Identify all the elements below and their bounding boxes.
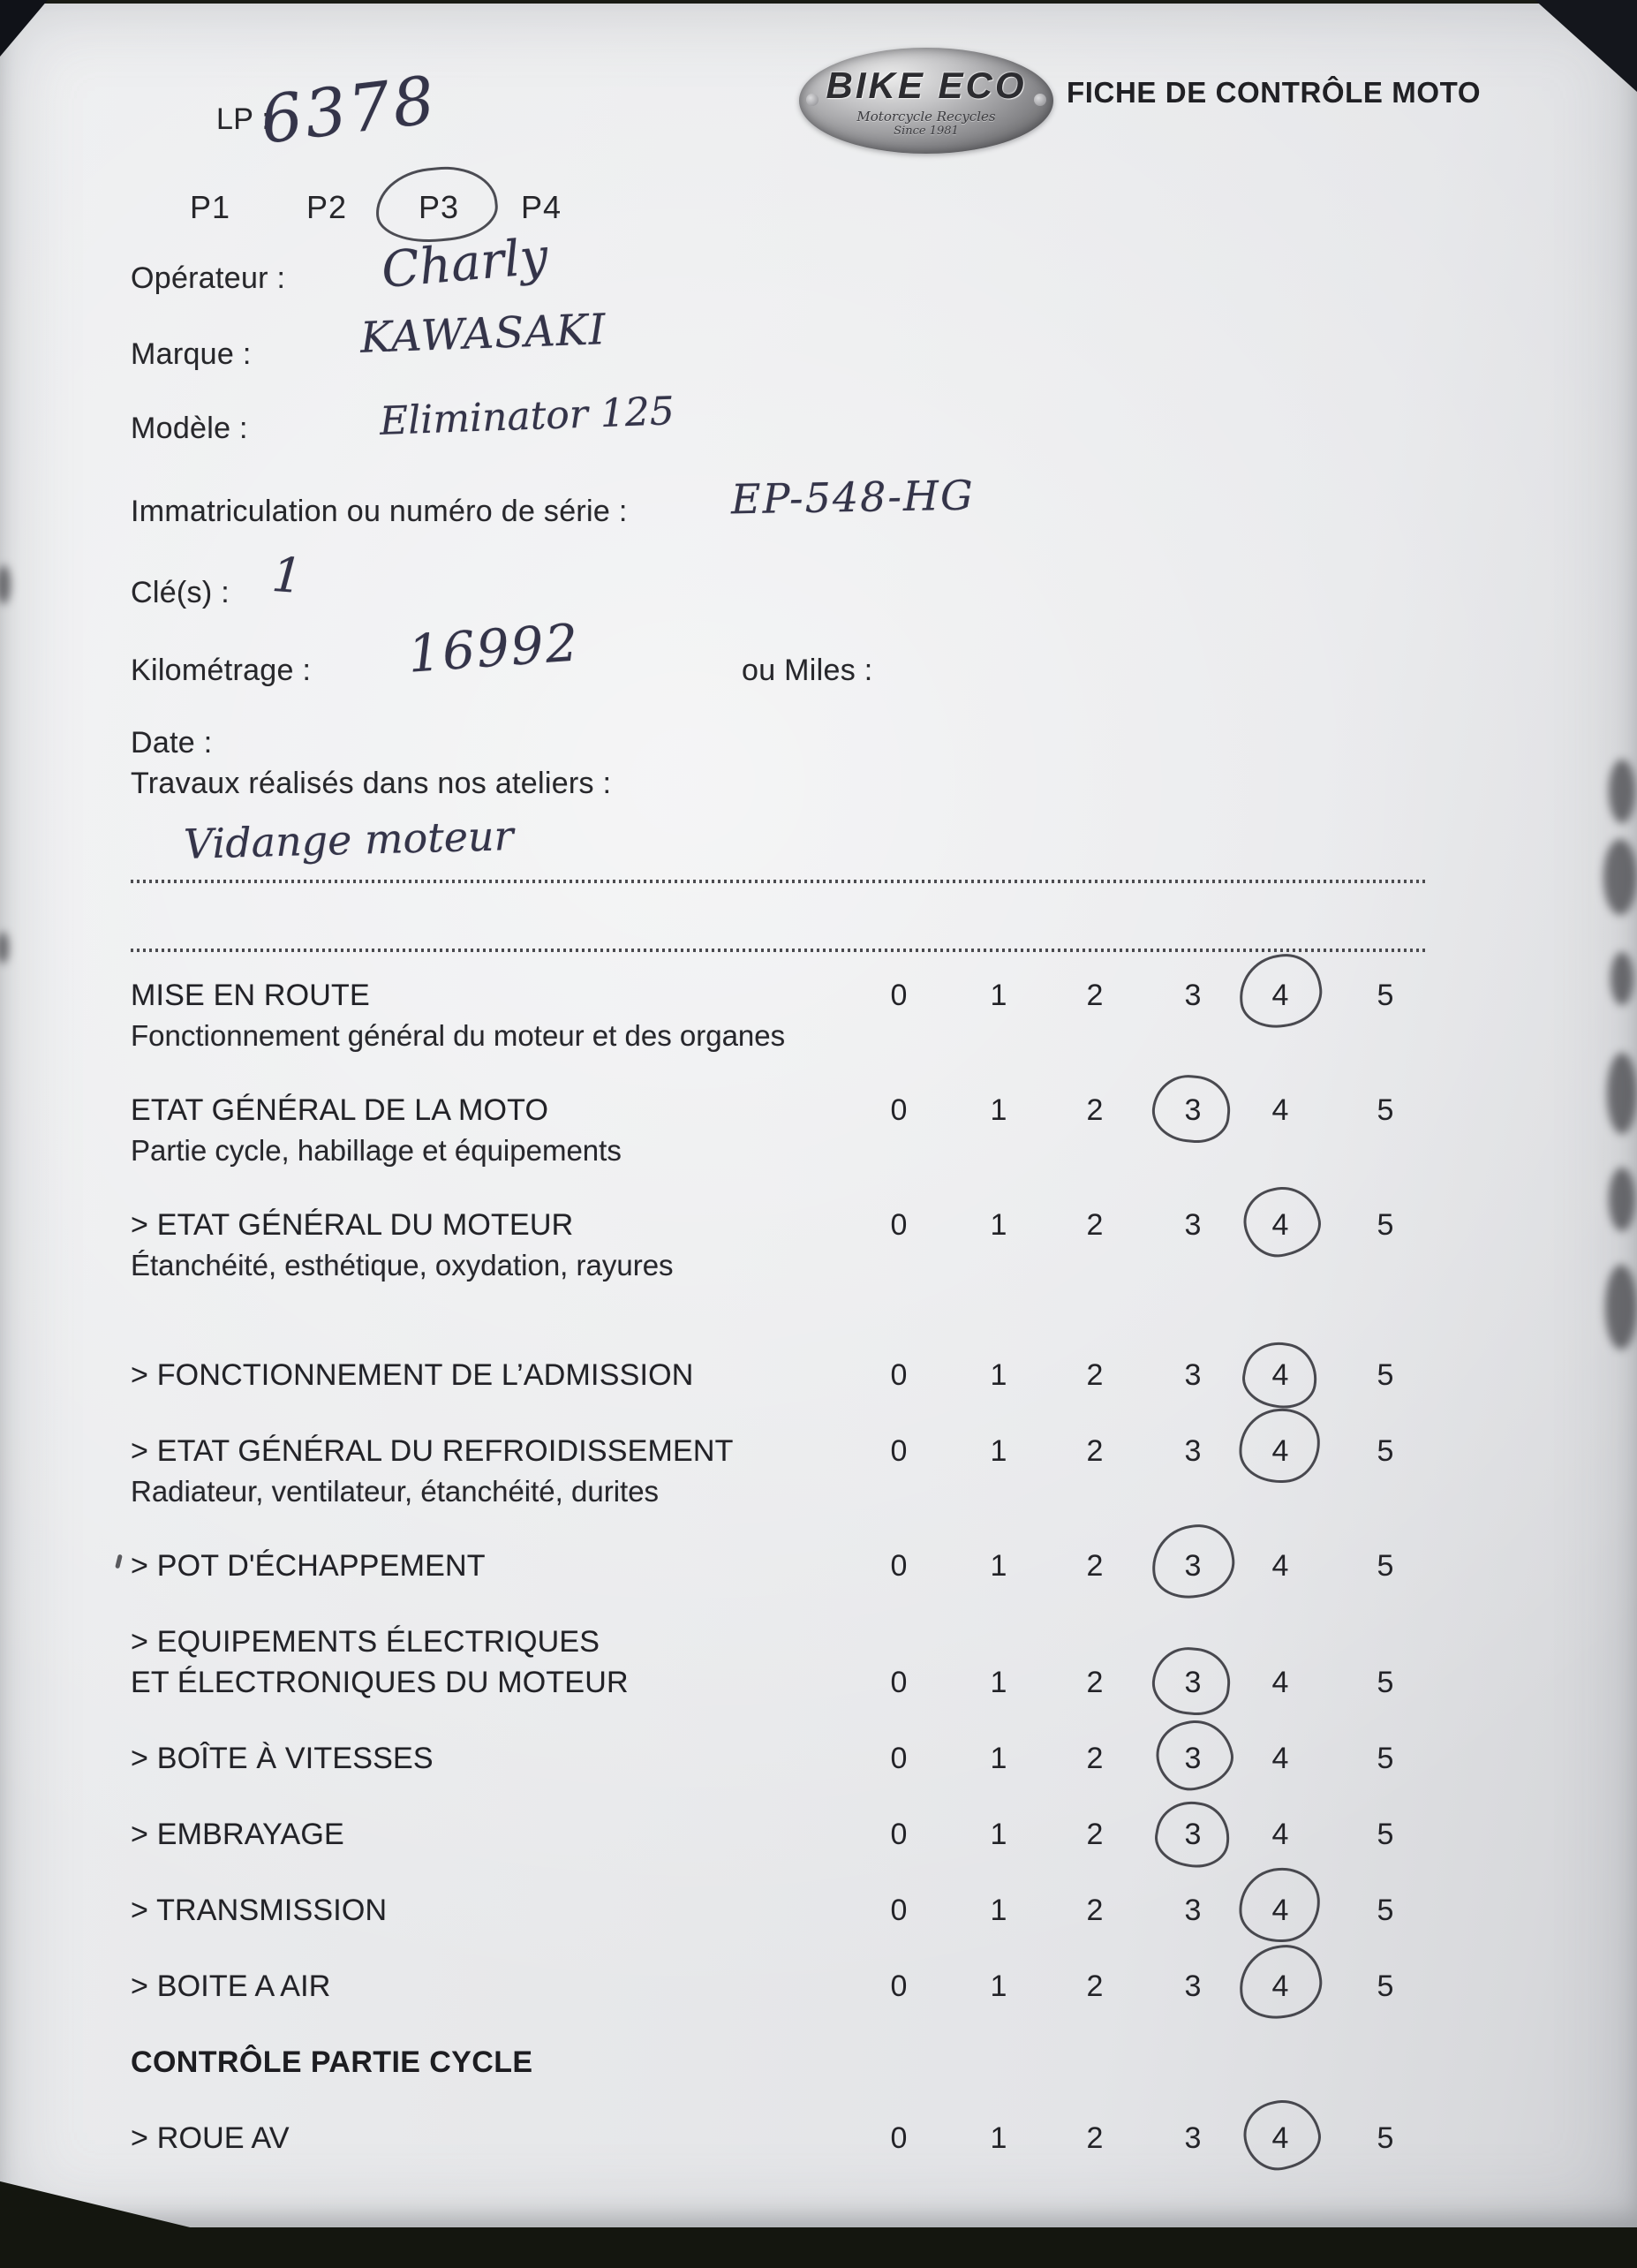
rating-option-5: 5 (1377, 1666, 1394, 1699)
rating-row (0, 1622, 1637, 1703)
immatriculation-label: Immatriculation ou numéro de série : (131, 495, 628, 528)
page-option-p4 (521, 189, 562, 226)
rating-option-3: 3 (1184, 2121, 1202, 2155)
logo-since: Since 1981 (894, 124, 959, 138)
lp-value-handwritten: 6378 (256, 62, 441, 159)
rating-option-3: 3 (1184, 979, 1202, 1012)
cles-label: Clé(s) : (131, 576, 230, 609)
rating-row (0, 2118, 1637, 2158)
paper-sheet (0, 4, 1637, 2227)
score-circle-mark (1233, 1939, 1327, 2024)
rating-option-3: 3 (1173, 1738, 1212, 1779)
page-option-label: P4 (521, 189, 562, 225)
date-label: Date : (131, 726, 213, 760)
rating-option-0: 0 (890, 1208, 908, 1242)
operator-value-handwritten: Charly (379, 227, 551, 300)
rating-row (0, 1890, 1637, 1931)
rating-option-0: 0 (890, 979, 908, 1012)
rating-row-title: > ETAT GÉNÉRAL DU MOTEUR (131, 1208, 574, 1242)
rating-row (0, 1431, 1637, 1510)
cles-value-handwritten: 1 (269, 546, 305, 605)
rating-option-5: 5 (1377, 1969, 1394, 2003)
rating-option-1: 1 (990, 1666, 1007, 1699)
lp-label: LP : (216, 102, 271, 136)
rating-option-1: 1 (990, 1358, 1007, 1392)
rating-scale (0, 1431, 1637, 1471)
rating-option-1: 1 (990, 2121, 1007, 2155)
scan-edge-blotch (1607, 1053, 1637, 1134)
rating-option-2: 2 (1086, 1742, 1104, 1775)
scan-bottom-shadow (0, 2227, 1637, 2268)
scan-edge-blotch (1605, 1265, 1637, 1349)
rating-option-5: 5 (1377, 979, 1394, 1012)
rating-row-title: > POT D'ÉCHAPPEMENT (131, 1549, 486, 1583)
score-circle-mark (1150, 1796, 1235, 1872)
rating-scale (0, 1814, 1637, 1855)
travaux-label: Travaux réalisés dans nos ateliers : (131, 767, 612, 800)
rating-option-1: 1 (990, 1549, 1007, 1583)
rating-option-4: 4 (1261, 1890, 1300, 1931)
logo-name: BIKE ECO (826, 64, 1027, 106)
rating-option-4: 4 (1261, 1205, 1300, 1245)
rating-option-0: 0 (890, 1742, 908, 1775)
rating-row-title: ETAT GÉNÉRAL DE LA MOTO (131, 1093, 549, 1127)
rating-option-5: 5 (1377, 2121, 1394, 2155)
rating-option-2: 2 (1086, 1818, 1104, 1851)
rating-option-1: 1 (990, 979, 1007, 1012)
rating-option-1: 1 (990, 1093, 1007, 1127)
rating-option-4: 4 (1261, 975, 1300, 1016)
scan-edge-blotch (1611, 952, 1633, 1005)
rating-option-5: 5 (1377, 1549, 1394, 1583)
rating-option-2: 2 (1086, 1358, 1104, 1392)
rating-row-subtitle: Partie cycle, habillage et équipements (131, 1134, 622, 1167)
bike-eco-logo (799, 48, 1053, 154)
rating-scale (0, 1890, 1637, 1931)
rating-option-4: 4 (1261, 1431, 1300, 1471)
score-circle-mark (1238, 1336, 1323, 1413)
rating-scale (0, 1738, 1637, 1779)
score-circle-mark (1236, 1865, 1323, 1945)
rating-option-3: 3 (1184, 1208, 1202, 1242)
rating-row-subtitle: Fonctionnement général du moteur et des organes (131, 1019, 786, 1052)
rating-option-4: 4 (1261, 1355, 1300, 1395)
rating-option-2: 2 (1086, 1894, 1104, 1927)
logo-tagline: Motorcycle Recycles (856, 108, 996, 125)
rating-option-0: 0 (890, 1093, 908, 1127)
page-title: FICHE DE CONTRÔLE MOTO (1067, 76, 1482, 109)
modele-value-handwritten: Eliminator 125 (379, 389, 675, 444)
page-option-label: P3 (419, 189, 460, 225)
rating-row (0, 1090, 1637, 1169)
rating-option-4: 4 (1271, 1666, 1289, 1699)
rating-scale (0, 975, 1637, 1016)
rating-option-1: 1 (990, 1894, 1007, 1927)
section-header: CONTRÔLE PARTIE CYCLE (131, 2045, 533, 2079)
page-option-p2 (306, 189, 347, 226)
rating-row-title: > EMBRAYAGE (131, 1818, 344, 1851)
rating-row (0, 1355, 1637, 1395)
page-option-p1 (190, 189, 230, 226)
rating-option-5: 5 (1377, 1894, 1394, 1927)
page-option-label: P2 (306, 189, 348, 225)
rating-option-0: 0 (890, 2121, 908, 2155)
rating-option-3: 3 (1184, 1358, 1202, 1392)
rating-option-5: 5 (1377, 1818, 1394, 1851)
rating-option-1: 1 (990, 1434, 1007, 1468)
rating-row-title: > BOITE A AIR (131, 1969, 331, 2003)
rating-row (0, 1205, 1637, 1284)
miles-label: ou Miles : (742, 654, 873, 687)
rating-option-0: 0 (890, 1818, 908, 1851)
operator-label: Opérateur : (131, 261, 286, 295)
rating-option-2: 2 (1086, 1208, 1104, 1242)
rating-row-subtitle: Radiateur, ventilateur, étanchéité, durites (131, 1475, 660, 1508)
rating-option-4: 4 (1271, 1742, 1289, 1775)
rating-row-title: > EQUIPEMENTS ÉLECTRIQUES (131, 1625, 600, 1659)
rating-option-4: 4 (1271, 1093, 1289, 1127)
score-circle-mark (1237, 2092, 1327, 2177)
rating-option-2: 2 (1086, 1666, 1104, 1699)
rating-row-subtitle: Étanchéité, esthétique, oxydation, rayures (131, 1249, 674, 1281)
rating-scale (0, 1090, 1637, 1130)
rating-option-1: 1 (990, 1969, 1007, 2003)
rating-option-3: 3 (1173, 1662, 1212, 1703)
rating-option-1: 1 (990, 1742, 1007, 1775)
rating-scale (0, 1546, 1637, 1586)
scan-edge-blotch (1609, 760, 1635, 823)
kilometrage-label: Kilométrage : (131, 654, 312, 687)
rating-row (0, 1966, 1637, 2007)
rating-option-2: 2 (1086, 1093, 1104, 1127)
rating-option-3: 3 (1184, 1969, 1202, 2003)
immatriculation-value-handwritten: EP-548-HG (730, 471, 976, 524)
rating-option-3: 3 (1173, 1090, 1212, 1130)
rating-option-5: 5 (1377, 1093, 1394, 1127)
rating-option-0: 0 (890, 1358, 908, 1392)
rating-option-4: 4 (1261, 1966, 1300, 2007)
rating-scale (0, 1205, 1637, 1245)
rating-option-1: 1 (990, 1818, 1007, 1851)
rating-option-5: 5 (1377, 1208, 1394, 1242)
kilometrage-value-handwritten: 16992 (405, 612, 582, 684)
rating-option-3: 3 (1173, 1546, 1212, 1586)
rating-option-2: 2 (1086, 979, 1104, 1012)
rating-row-title: > TRANSMISSION (131, 1894, 388, 1927)
rating-option-5: 5 (1377, 1358, 1394, 1392)
rating-option-0: 0 (890, 1549, 908, 1583)
score-circle-mark (1150, 1712, 1240, 1797)
rating-option-0: 0 (890, 1666, 908, 1699)
rating-row-title: > ROUE AV (131, 2121, 290, 2155)
scan-edge-blotch (1609, 1168, 1635, 1231)
page-option-label: P1 (190, 189, 231, 225)
rating-scale (0, 2118, 1637, 2158)
rating-option-3: 3 (1184, 1434, 1202, 1468)
page-option-p3 (419, 189, 459, 226)
rating-row (0, 975, 1637, 1055)
rating-option-2: 2 (1086, 1969, 1104, 2003)
rating-row-title: > BOÎTE À VITESSES (131, 1742, 434, 1775)
rating-option-1: 1 (990, 1208, 1007, 1242)
rating-option-2: 2 (1086, 1434, 1104, 1468)
rating-row (0, 1814, 1637, 1855)
rating-option-3: 3 (1184, 1894, 1202, 1927)
dotted-line (131, 880, 1429, 883)
rating-option-2: 2 (1086, 1549, 1104, 1583)
scan-edge-blotch (1603, 839, 1637, 915)
rating-row (0, 1738, 1637, 1779)
rating-row-title: > ETAT GÉNÉRAL DU REFROIDISSEMENT (131, 1434, 734, 1468)
rating-option-5: 5 (1377, 1434, 1394, 1468)
travaux-value-handwritten: Vidange moteur (183, 812, 515, 868)
rating-option-5: 5 (1377, 1742, 1394, 1775)
rating-scale (0, 1662, 1637, 1703)
rating-row (0, 1546, 1637, 1586)
marque-value-handwritten: KAWASAKI (359, 305, 607, 363)
rating-scale (0, 1966, 1637, 2007)
rating-row-title: MISE EN ROUTE (131, 979, 370, 1012)
rating-option-4: 4 (1261, 2118, 1300, 2158)
rating-option-2: 2 (1086, 2121, 1104, 2155)
rating-scale (0, 1355, 1637, 1395)
rating-option-0: 0 (890, 1969, 908, 2003)
rating-option-0: 0 (890, 1894, 908, 1927)
dotted-line (131, 949, 1429, 952)
marque-label: Marque : (131, 337, 252, 371)
rating-row-title-line2: ET ÉLECTRONIQUES DU MOTEUR (131, 1666, 629, 1699)
rating-option-3: 3 (1173, 1814, 1212, 1855)
rating-option-0: 0 (890, 1434, 908, 1468)
ratings-rows (0, 975, 1637, 2158)
rating-option-4: 4 (1271, 1818, 1289, 1851)
rating-row-title: > FONCTIONNEMENT DE L’ADMISSION (131, 1358, 694, 1392)
rating-option-4: 4 (1271, 1549, 1289, 1583)
score-circle-mark (1146, 1519, 1240, 1604)
modele-label: Modèle : (131, 412, 248, 445)
